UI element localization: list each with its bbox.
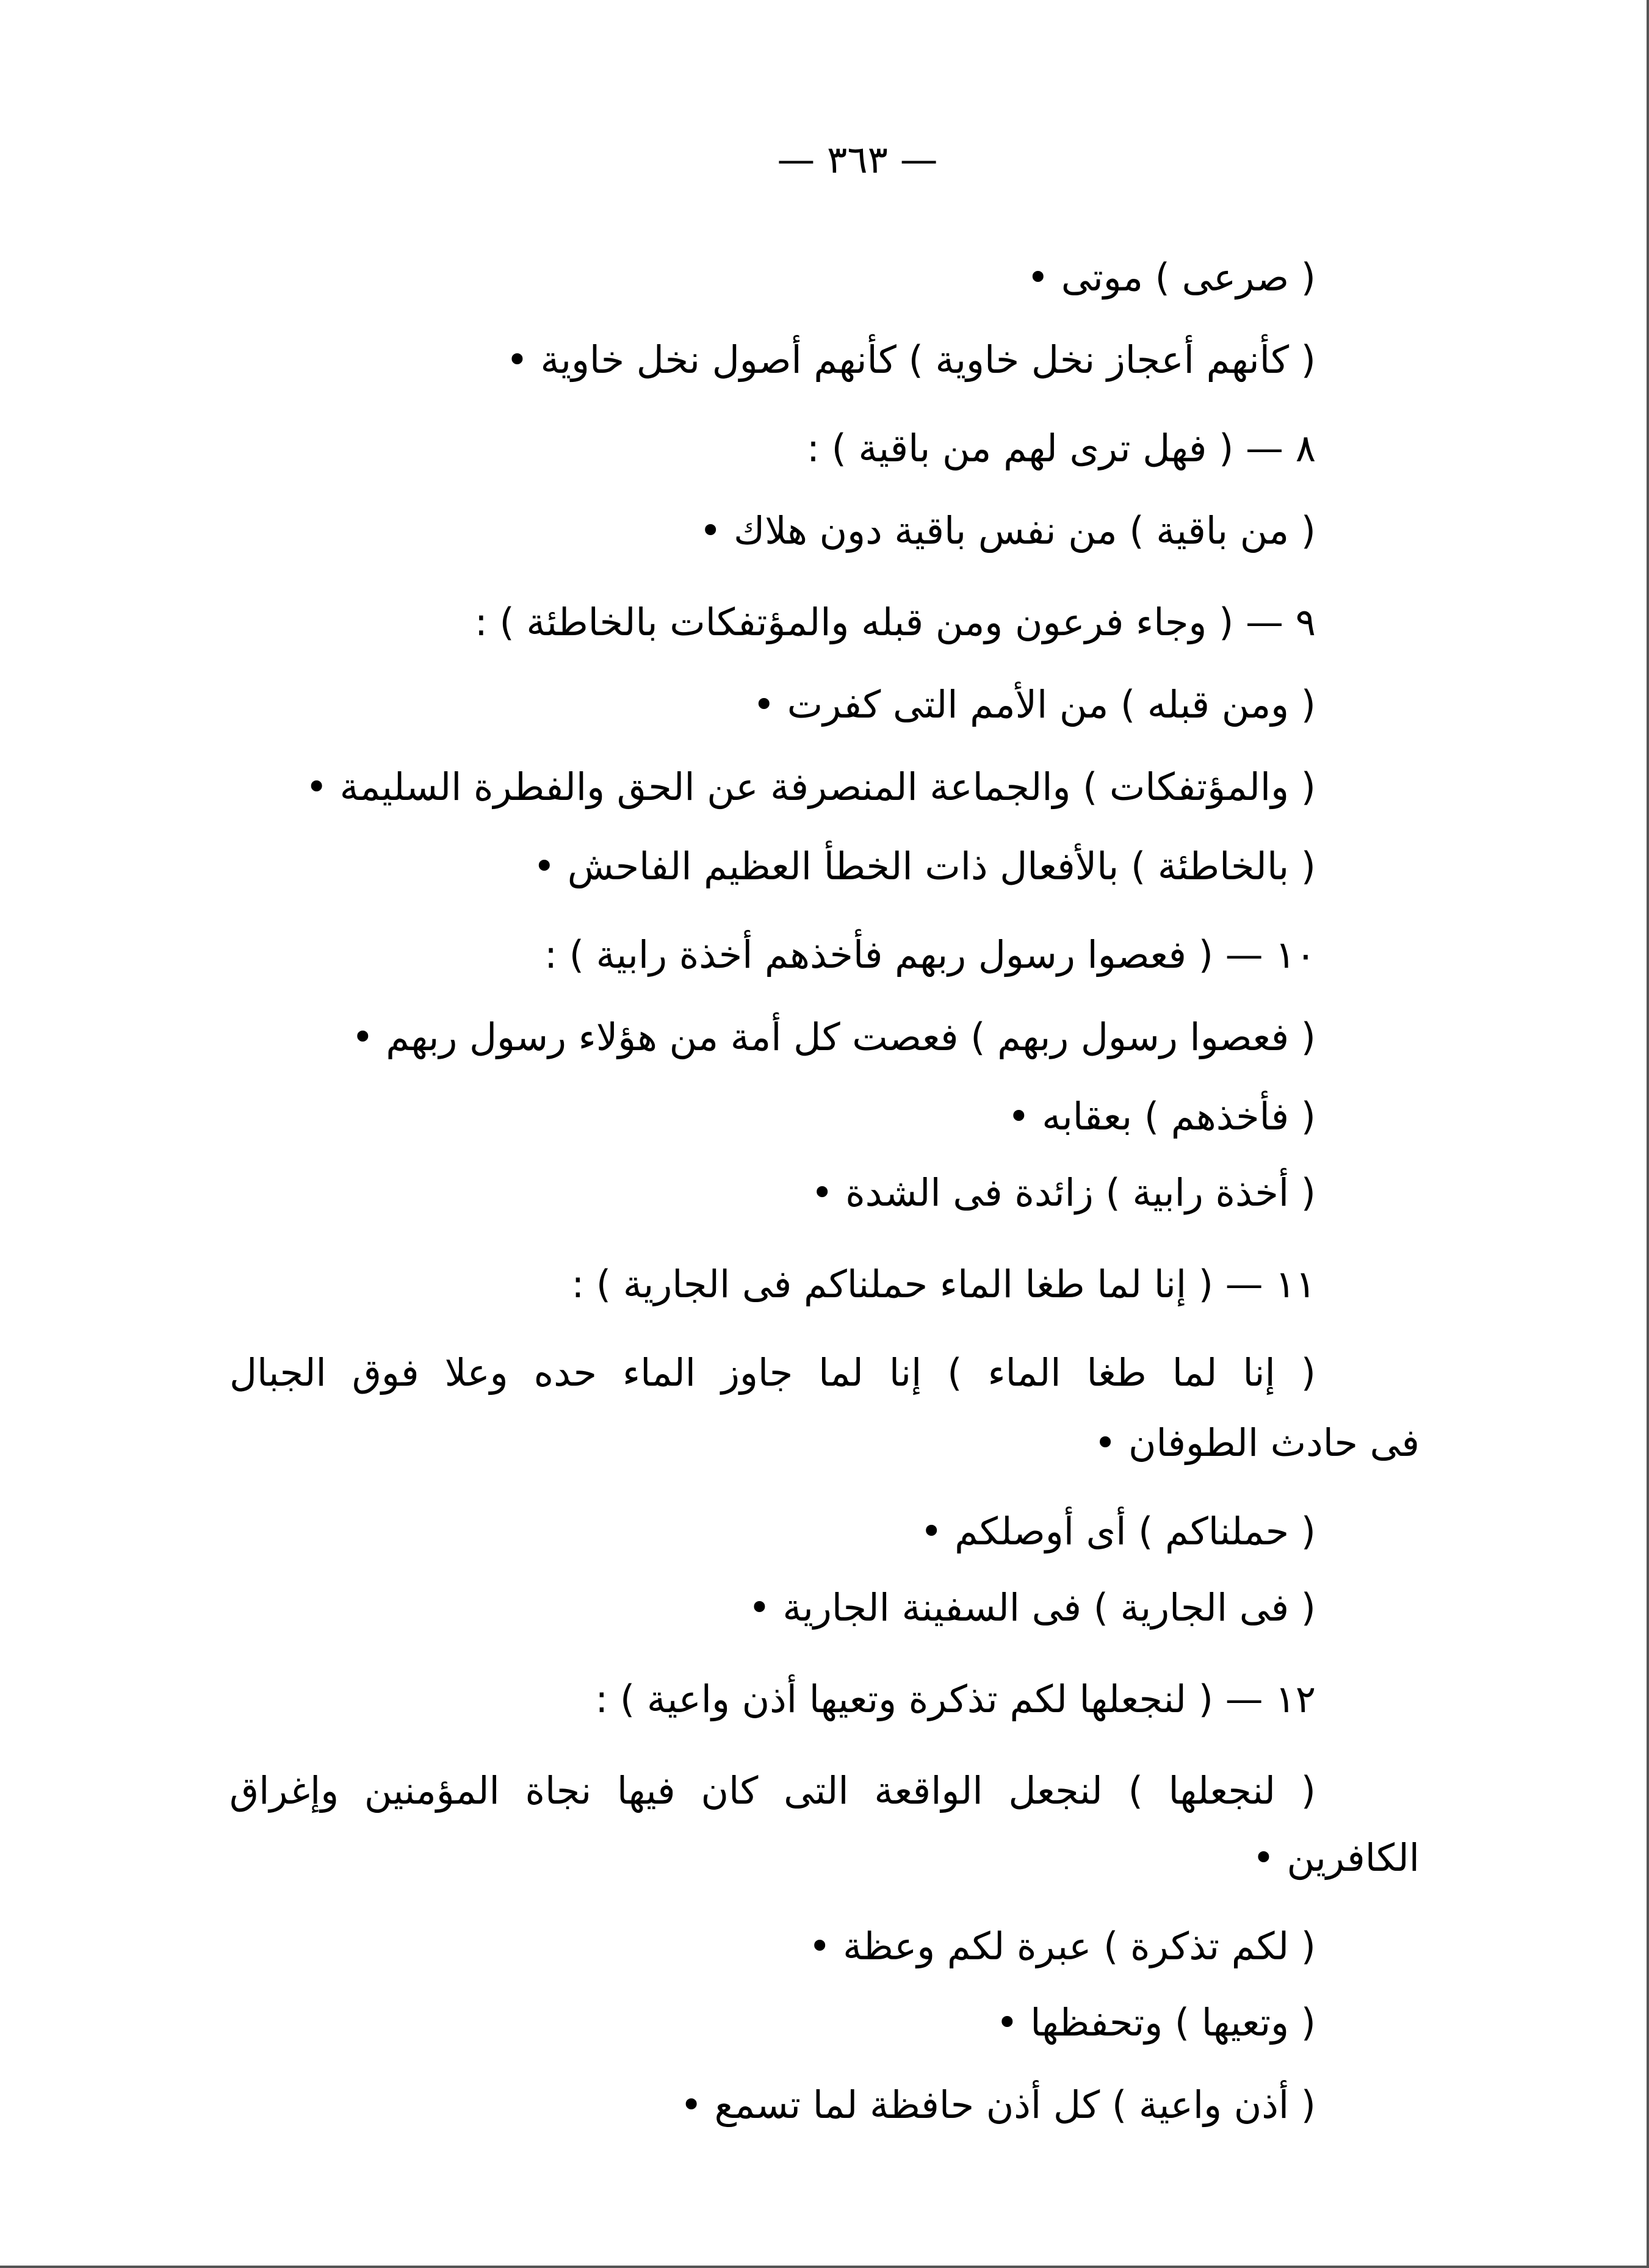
page-number: — ٣٦٣ — (777, 137, 938, 182)
text-line: ( حملناكم ) أى أوصلكم • (920, 1509, 1316, 1553)
text-line: ( لنجعلها ) لنجعل الواقعة التى كان فيها نجاة المؤمنين وإغراق (229, 1768, 1316, 1813)
text-line: ٩ — ( وجاء فرعون ومن قبله والمؤتفكات بالخاطئة ) : (474, 600, 1316, 644)
text-line: ( فى الجارية ) فى السفينة الجارية • (748, 1585, 1316, 1630)
text-line: ( فأخذهم ) بعقابه • (1007, 1094, 1316, 1139)
text-line: ( أخذة رابية ) زائدة فى الشدة • (810, 1170, 1316, 1215)
text-line: ( ومن قبله ) من الأمم التى كفرت • (752, 682, 1316, 727)
text-line: فى حادث الطوفان • (1094, 1420, 1420, 1465)
text-line: ١١ — ( إنا لما طغا الماء حملناكم فى الجارية ) : (571, 1262, 1316, 1306)
page-border-bottom (0, 2266, 1649, 2268)
text-line: ( والمؤتفكات ) والجماعة المنصرفة عن الحق والفطرة السليمة • (305, 765, 1316, 809)
text-line: ١٠ — ( فعصوا رسول ربهم فأخذهم أخذة رابية ) : (544, 932, 1316, 977)
text-line: ( إنا لما طغا الماء ) إنا لما جاوز الماء حده وعلا فوق الجبال (229, 1350, 1316, 1395)
text-line: ( من باقية ) من نفس باقية دون هلاك • (699, 508, 1316, 553)
text-line: ١٢ — ( لنجعلها لكم تذكرة وتعيها أذن واعية ) : (595, 1677, 1316, 1721)
text-line: ( فعصوا رسول ربهم ) فعصت كل أمة من هؤلاء رسول ربهم • (351, 1015, 1316, 1059)
text-line: ( أذن واعية ) كل أذن حافظة لما تسمع • (680, 2083, 1316, 2127)
text-line: ( صرعى ) موتى • (1027, 255, 1316, 300)
text-line: ٨ — ( فهل ترى لهم من باقية ) : (807, 426, 1316, 470)
text-line: ( كأنهم أعجاز نخل خاوية ) كأنهم أصول نخل خاوية • (506, 337, 1316, 382)
text-line: الكافرين • (1252, 1835, 1420, 1880)
text-line: ( بالخاطئة ) بالأفعال ذات الخطأ العظيم الفاحش • (533, 844, 1316, 888)
page-border-right (1647, 0, 1649, 2268)
text-line: ( وتعيها ) وتحفظها • (996, 2000, 1316, 2045)
text-line: ( لكم تذكرة ) عبرة لكم وعظة • (808, 1924, 1316, 1968)
